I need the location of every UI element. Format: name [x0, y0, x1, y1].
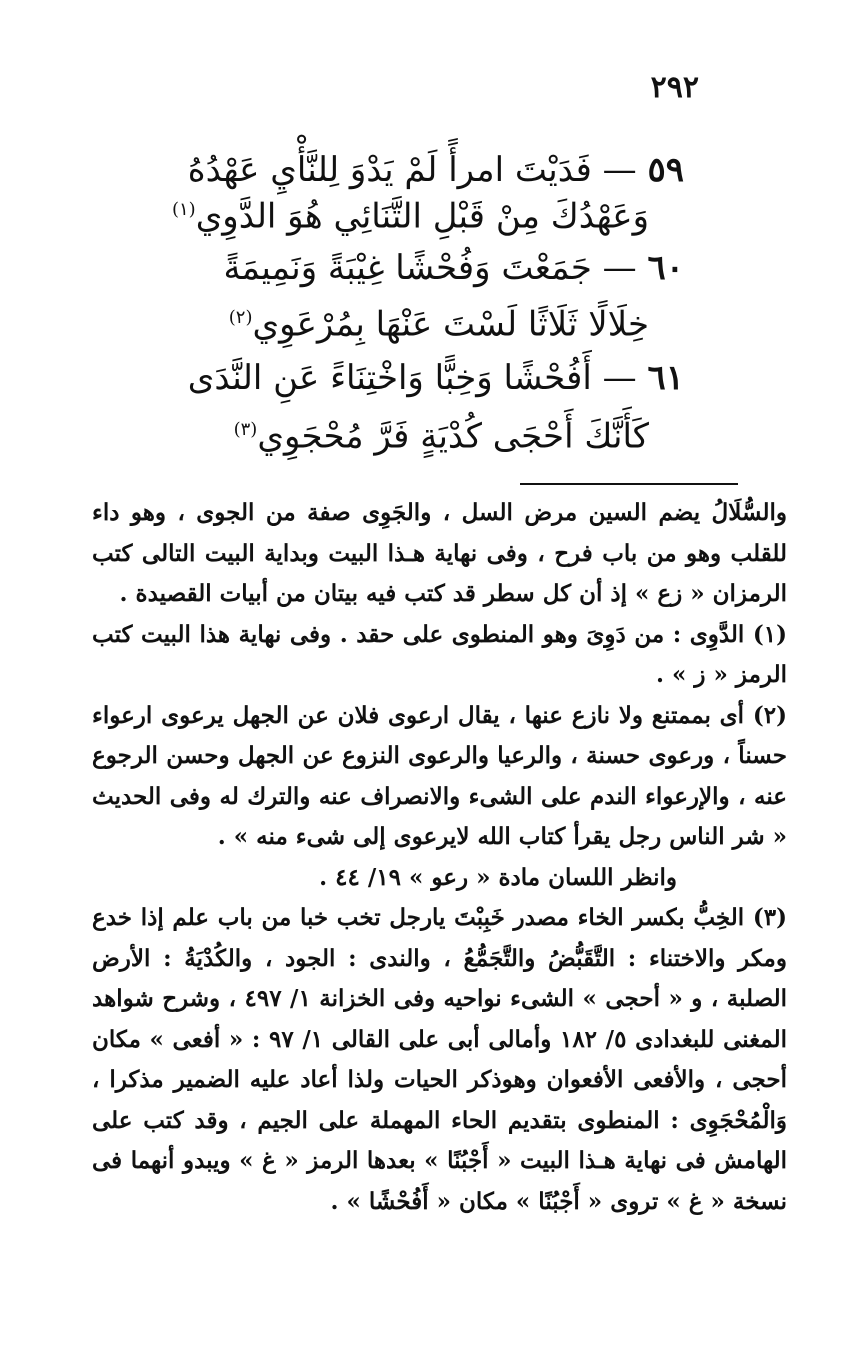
verse-text: فَدَيْتَ امرأً لَمْ يَدْوَ لِلنَّأْيِ عَهْدُهُ: [187, 150, 592, 190]
verse-number: ٦٠: [647, 248, 684, 288]
footnote-3: (٣) الخِبُّ بكسر الخاء مصدر خَبِبْتَ يارجل تخب خبا من باب علم إذا خدع ومكر والاختناء : التَّقَبُّضُ والتَّجَمُّعُ ، والندى : الجود ، والكُدْيَةُ : الأرض الصلبة ، و « أحجى » الشىء نواحيه وفى الخزانة ١/ ٤٩٧ ، وشرح شواهد المغنى للبغدادى ٥/ ١٨٢ وأمالى أبى على القالى ١/ ٩٧ : « أفعى » مكان أحجى ، والأفعى الأفعوان وهوذكر الحيات ولذا أعاد عليه الضمير مذكرا ، وَالْمُحْجَوِى : المنطوى بتقديم الحاء المهملة على الجيم ، وقد كتب على الهامش فى نهاية هـذا البيت « أَجْبُنًا » بعدها الرمز « غ » ويبدو أنهما فى نسخة « غ » تروى « أَجْبُنًا » مكان « أَفُحْشًا » .: [92, 904, 787, 1215]
verse-61: [124, 346, 684, 456]
verse-second-hemistich: [229, 290, 649, 352]
verse-number: ٥٩: [647, 150, 684, 190]
verse-text: كَأَنَّكَ أَحْجَى كُدْيَةٍ فَرَّ مُحْجَوِي: [257, 416, 649, 457]
verse-text: خِلَالًا ثَلَاثًا لَسْتَ عَنْهَا بِمُرْعَوِي: [252, 304, 649, 345]
footnote-reference: (٢): [228, 307, 253, 328]
verse-dash: —: [602, 358, 637, 398]
verse-59: [124, 130, 684, 236]
footnote-reference: (١): [171, 199, 196, 220]
note-paragraph: والسُّلَالُ يضم السين مرض السل ، والجَوِى صفة من الجوى ، وهو داء للقلب وهو من باب فرح ، وفى نهاية هـذا البيت وبداية البيت التالى كتب الرمزان « زع » إذ أن كل سطر قد كتب فيه بيتان من أبيات القصيدة .: [92, 499, 787, 607]
footnote-2: (٢) أى بممتنع ولا نازع عنها ، يقال ارعوى فلان عن الجهل يرعوى ارعواء حسناً ، ورعوى حسنة ، والرعيا والرعوى النزوع عن الجهل وحسن الرجوع عنه ، والإرعواء الندم على الشىء والانصراف عنه والترك له وفى الحديث « شر الناس رجل يقرأ كتاب الله لايرعوى إلى شىء منه » .: [92, 701, 787, 850]
page-number: ٢٩٢: [650, 70, 699, 105]
verse-text: جَمَعْتَ وَفُحْشًا غِيْبَةً وَنَمِيمَةً: [223, 248, 592, 288]
verse-first-hemistich: [223, 240, 684, 296]
verse-first-hemistich: [188, 350, 684, 406]
footnotes: [92, 493, 787, 1222]
footnote-reference: (٣): [233, 419, 258, 440]
verse-text: أَفُحْشًا وَخِبًّا وَاخْتِنَاءً عَنِ النَّدَى: [187, 358, 592, 398]
verse-number: ٦١: [647, 358, 684, 398]
footnote-1: (١) الدَّوِى : من دَوِىَ وهو المنطوى على حقد . وفى نهاية هذا البيت كتب الرمز « ز » .: [92, 620, 787, 688]
poem: [124, 130, 684, 456]
verse-dash: —: [602, 150, 637, 190]
verse-second-hemistich: [234, 402, 649, 464]
verse-60: [124, 236, 684, 346]
verse-second-hemistich: [172, 182, 649, 244]
footnote-2-reference: وانظر اللسان مادة « رعو » ١٩/ ٤٤ .: [319, 863, 677, 891]
verse-text: وَعَهْدُكَ مِنْ قَبْلِ التَّنَائِي هُوَ الدَّوِي: [195, 196, 649, 237]
footnote-separator: [520, 483, 738, 485]
verse-dash: —: [602, 248, 637, 288]
